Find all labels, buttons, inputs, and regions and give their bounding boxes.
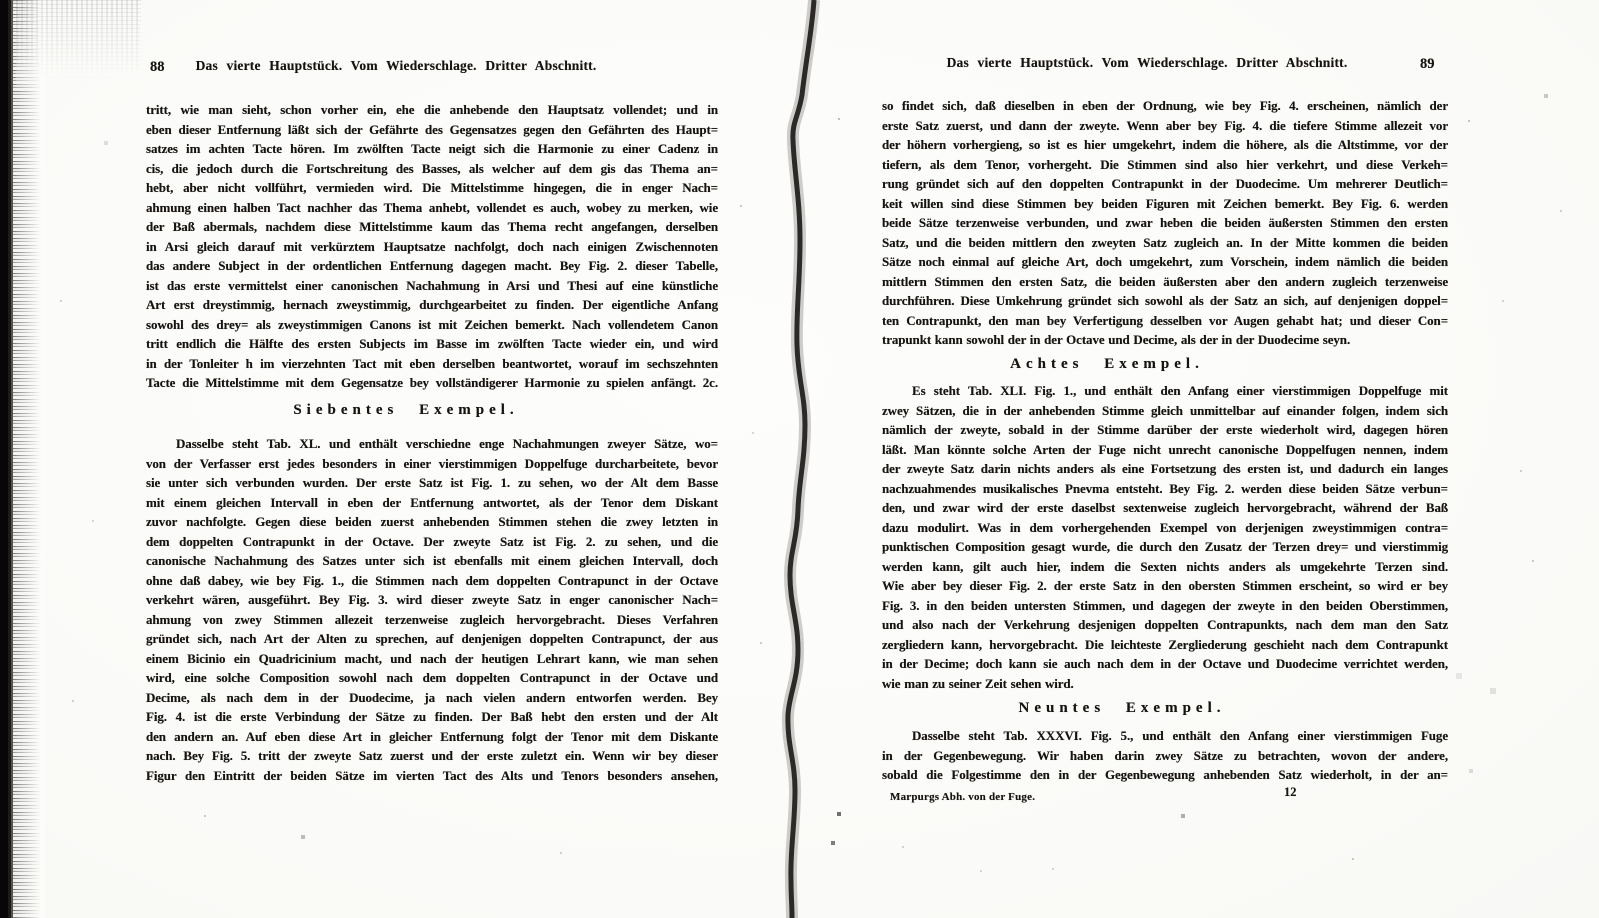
text-line: mittlern Stimmen den ersten Satz, die beiden äußersten aber den andern zugleich terzenweise [882, 273, 1448, 289]
text-line: ohne daß dabey, wie bey Fig. 1., die Stimmen nach dem doppelten Contrapunct in der Octave [146, 572, 718, 588]
scan-edge-shadow [0, 0, 13, 918]
text-line: Fig. 3. in den beiden untersten Stimmen, und dagegen der zweyte in den beiden Oberstimmen, [882, 597, 1448, 613]
text-line: nachzuahmendes musikalisches Pnevma entsteht. Bey Fig. 2. werden diese beiden Sätze verbun= [882, 480, 1448, 496]
text-line: einem Bicinio ein Quadricinium macht, und nach der heutigen Lehrart kann, wie man sehen [146, 650, 718, 666]
text-line: Satz, und die beiden mittlern den zweyten Satz zugleich an. In der Mitte kommen die beiden [882, 234, 1448, 250]
text-line: eben dieser Entfernung läßt sich der Gefährte des Gegensatzes gegen den Gefährten des Haupt= [146, 121, 718, 137]
text-line: Tacte die Mittelstimme mit dem Gegensatze bey vollständigerer Harmonie zu spielen anfängt. 2c. [146, 375, 718, 390]
footer-catchline: Marpurgs Abh. von der Fuge. [890, 791, 1036, 803]
text-line: tiefern, als dem Tenor, vorhergeht. Die Stimmen sind also hier verkehrt, und diese Verkeh= [882, 156, 1448, 172]
text-line: der höhern vorhergieng, so ist es hier umgekehrt, indem die höhere, als die Altstimme, vor der [882, 137, 1448, 152]
text-line: Dasselbe steht Tab. XL. und enthält verschiedne enge Nachahmungen zweyer Sätze, wo= [176, 436, 718, 451]
text-line: erste Satz zuerst, und dann der zweyte. Wenn aber bey Fig. 4. die tiefere Stimme allezeit vor [882, 117, 1448, 133]
text-line: nämlich der zweyte, sobald in der Stimme darüber der erste wiederholt wird, dagegen hören [882, 422, 1448, 437]
text-line: in der Gegenbewegung. Wir haben darin zwey Sätze zu betrachten, wovon der andere, [882, 747, 1448, 763]
text-line: ahmung einen halben Tact nachher das Thema anhebt, vollendet es auch, wobey zu merken, wie [146, 199, 718, 215]
text-line: tritt endlich die Hälfte des ersten Subjects im Basse im zwölften Tacte wieder ein, und wird [146, 336, 718, 351]
signature-mark: 12 [1284, 785, 1297, 799]
page-number: 89 [1420, 56, 1435, 72]
running-title: Das vierte Hauptstück. Vom Wiederschlage. Dritter Abschnitt. [195, 58, 597, 73]
text-line: rung gründet sich auf den doppelten Contrapunkt in der Duodecime. Um mehrerer Deutlich= [882, 176, 1448, 191]
text-line: läßt. Man könnte solche Arten der Fuge nicht unrecht canonische Doppelfugen nennen, indem [882, 441, 1448, 457]
text-line: zuvor nachfolgte. Gegen diese beiden zuerst anhebenden Stimmen stehen die zwey letzten in [146, 514, 718, 529]
text-line: der zweyte Satz darin nichts anders als eine Fortsetzung des ersten ist, und dadurch ein langes [882, 461, 1448, 476]
scan-edge-noise [13, 0, 45, 918]
text-line: in Arsi gleich darauf mit verkürztem Hauptsatze nachfolgt, doch nach einigen Zwischennoten [146, 238, 718, 254]
text-line: von der Verfasser erst jedes besonders in einer vierstimmigen Doppelfuge durcharbeitete, bevor [146, 455, 718, 471]
text-line: wie man zu seiner Zeit sehen wird. [882, 675, 1074, 691]
text-line: in der Tonleiter h im vierzehnten Tact mit eben derselben beantwortet, worauf im sechszehnten [146, 355, 718, 371]
text-line: ten Contrapunkt, den man bey Verfertigung desselben vor Augen gehabt hat; und dieser Con= [882, 312, 1448, 328]
scan-noise-specks [0, 0, 2, 2]
text-line: so findet sich, daß dieselben in eben der Ordnung, wie bey Fig. 4. erscheinen, nämlich der [882, 98, 1448, 113]
text-line: trapunkt kann sowohl der in der Octave und Decime, als der in der Duodecime seyn. [882, 332, 1351, 347]
text-line: nach. Bey Fig. 5. tritt der zweyte Satz zuerst und der erste zuletzt ein. Wenn wir bey dieser [146, 748, 718, 763]
section-heading-siebentes: Siebentes Exempel. [293, 402, 519, 418]
paragraph-exempel8 [882, 381, 1448, 693]
text-line: cis, die jedoch durch die Fortschreitung des Basses, als welcher auf dem gis das Thema an= [146, 160, 718, 176]
book-gutter-shadow [772, 0, 828, 918]
text-line: Wie aber bey dieser Fig. 2. der erste Satz in den obersten Stimmen erscheint, so wird er bey [882, 578, 1448, 593]
text-line: der Baß abermals, nachdem diese Mittelstimme kaum das Thema recht angefangen, derselben [146, 219, 718, 234]
text-line: das andere Subject in der ordentlichen Entfernung dagegen macht. Bey Fig. 2. dieser Tabelle, [146, 258, 718, 273]
text-line: den, und zwar wird der erste daselbst sextenweise zugleich hervorgebracht, während der Baß [882, 500, 1448, 515]
text-line: punktischen Composition gesagt wurde, die durch den Zusatz der Terzen drey= und vierstimmig [882, 539, 1448, 554]
text-line: durchführen. Diese Umkehrung gründet sich sowohl als der Satz an sich, auf denjenigen doppel= [882, 293, 1448, 308]
paragraph-continuation [146, 100, 718, 393]
text-line: Es steht Tab. XLI. Fig. 1., und enthält den Anfang einer vierstimmigen Doppelfuge mit [912, 383, 1448, 398]
text-line: dazu modulirt. Was in dem vorhergehenden Exempel von derjenigen zweystimmigen contra= [882, 519, 1448, 535]
paragraph-exempel9 [882, 726, 1448, 785]
section-heading-neuntes: Neuntes Exempel. [1018, 700, 1226, 716]
text-line: sie unter sich verbunden wurden. Der erste Satz ist Fig. 1. zu sehen, wo der Alt dem Basse [146, 475, 718, 490]
text-line: satzes im achten Tacte hören. Im zwölften Tacte neigt sich die Harmonie zu einer Cadenz in [146, 141, 718, 156]
text-line: Sätze noch einmal auf gleiche Art, doch umgekehrt, zum Vorschein, indem nämlich die beiden [882, 254, 1448, 269]
text-line: zwey Sätzen, die in der anhebenden Stimme gleich unmittelbar auf einander folgen, indem sich [882, 402, 1448, 418]
text-line: verkehrt wären, ausgeführt. Bey Fig. 3. wird dieser zweyte Satz in enger canonischer Nach= [146, 592, 718, 607]
running-title: Das vierte Hauptstück. Vom Wiederschlage. Dritter Abschnitt. [946, 55, 1348, 70]
text-line: wird, eine solche Composition sowohl nach dem doppelten Contrapunct in der Octave und [146, 670, 718, 685]
scan-corner-smudge [16, 0, 141, 85]
text-line: hebt, aber nicht vollführt, vermieden wird. Die Mittelstimme hingegen, die in enger Nach= [146, 180, 718, 195]
text-line: keit willen sind diese Stimmen bey beiden Figuren mit Zeichen bemerkt. Bey Fig. 6. werden [882, 195, 1448, 211]
text-line: Decime, als nach dem in der Duodecime, ja nach vielen andern entworfen werden. Bey [146, 689, 718, 705]
text-line: Art erst dreystimmig, hernach zweystimmig, durchgearbeitet zu finden. Der eigentliche Anfang [146, 297, 718, 312]
text-line: sobald die Folgestimme den in der Gegenbewegung anhebenden Satz wiederholt, in der an= [882, 767, 1448, 782]
text-line: in der Decime; doch kann sie auch nach dem in der Octave und Duodecime verrichtet werden, [882, 656, 1448, 671]
text-line: ahmung von zwey Stimmen allezeit terzenweise zugleich hervorgebracht. Dieses Verfahren [146, 611, 718, 627]
text-line: Fig. 4. ist die erste Verbindung der Sätze zu finden. Der Baß hebt den ersten und der Alt [146, 709, 718, 724]
section-heading-achtes: Achtes Exempel. [1010, 356, 1204, 372]
text-line: mit einem gleichen Intervall in eben der Entfernung antwortet, als der Tenor dem Diskant [146, 494, 718, 510]
text-line: und also nach der Verkehrung desjenigen doppelten Contrapunkts, nach dem man den Satz [882, 617, 1448, 632]
text-line: sowohl des drey= als zweystimmigen Canons ist mit Zeichen bemerkt. Nach vollendetem Canon [146, 316, 718, 332]
paragraph-exempel7 [146, 434, 718, 785]
text-line: beide Sätze terzenweise verbunden, und zwar heben die beiden äußersten Stimmen den ersten [882, 215, 1448, 230]
text-line: canonische Nachahmung des Satzes unter sich ist ebenfalls mit einem gleichen Intervall, doch [146, 553, 718, 568]
text-line: dem doppelten Contrapunkt in der Octave. Der zweyte Satz ist Fig. 2. zu sehen, und die [146, 533, 718, 549]
text-line: Figur den Eintritt der beiden Sätze im vierten Tact des Alts und Tenors besonders ansehen, [146, 767, 718, 783]
text-line: tritt, wie man sieht, schon vorher ein, ehe die anhebende den Hauptsatz vollendet; und in [146, 102, 718, 117]
page-number: 88 [150, 59, 165, 75]
text-line: ist das erste vermittelst einer canonischen Nachahmung in Arsi und Thesi auf eine künstliche [146, 277, 718, 293]
paragraph-continuation [882, 96, 1448, 350]
text-line: werden kann, gilt auch hier, indem die Sexten nichts anders als umgekehrte Terzen sind. [882, 558, 1448, 574]
text-line: gründet sich, nach Art der Alten zu sprechen, auf denjenigen doppelten Contrapunct, der aus [146, 631, 718, 646]
text-line: zergliedern kann, hervorgebracht. Die leichteste Zergliederung geschieht nach dem Contrapunkt [882, 636, 1448, 652]
text-line: Dasselbe steht Tab. XXXVI. Fig. 5., und enthält den Anfang einer vierstimmigen Fuge [912, 728, 1448, 743]
text-line: den andern an. Auf eben diese Art in gleicher Entfernung folgt der Tenor mit dem Diskante [146, 728, 718, 744]
